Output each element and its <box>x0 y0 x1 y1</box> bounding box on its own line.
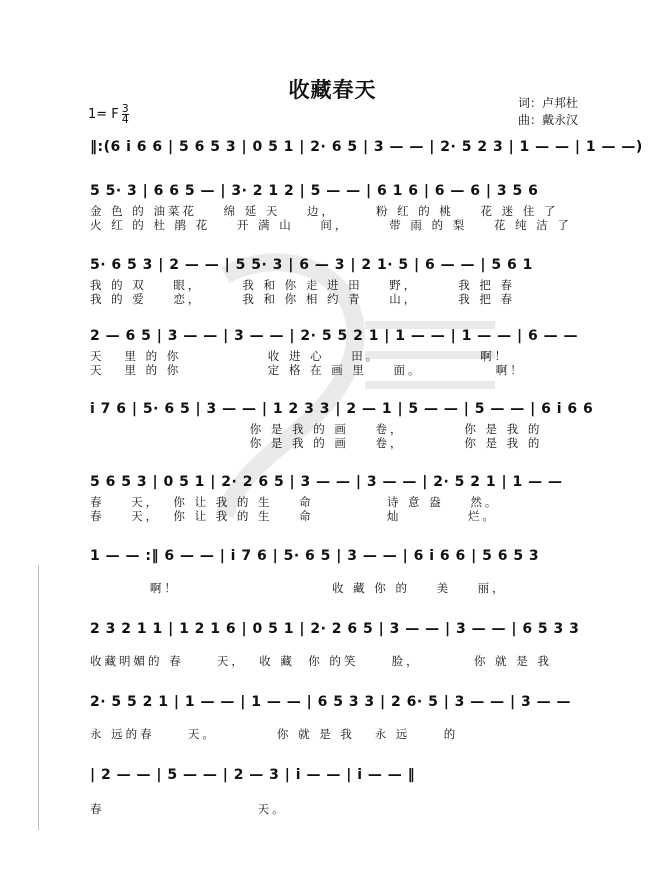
notes-text: 2 3 2 1 1 | 1 2 1 6 | 0 5 1 | 2· 2 6 5 | 3 — — | 3 — — | 6 5 3 3 <box>90 621 580 637</box>
lyric-line-2: 天 里 的 你 定 格 在 画 里 面。 啊！ <box>90 363 525 377</box>
notes-text: 1 — — :‖ 6 — — | i 7 6 | 5· 6 5 | 3 — — | 6 i 6 6 | 5 6 5 3 <box>90 548 540 564</box>
system-2 <box>90 182 582 232</box>
notes-text: 5 6 5 3 | 0 5 1 | 2· 2 6 5 | 3 — — | 3 — — | 2· 5 2 1 | 1 — — <box>90 474 563 490</box>
lyric-line-2: 火 红 的 杜 鹃 花 开 满 山 间， 带 雨 的 梨 花 纯 洁 了 <box>90 218 572 232</box>
lyric-line-1: 我 的 双 眼， 我 和 你 走 进 田 野， 我 把 春 <box>90 278 516 292</box>
system-4 <box>90 327 582 377</box>
time-top: 3 <box>121 102 129 115</box>
notes-line <box>90 182 582 204</box>
lyric-line-2: 春 天， 你 让 我 的 生 命 灿 烂。 <box>90 509 497 523</box>
notes-text: ‖:(6 i 6 6 | 5 6 5 3 | 0 5 1 | 2· 6 5 | 3 — — | 2· 5 2 3 | 1 — — | 1 — —) <box>90 139 643 155</box>
system-1 <box>90 138 643 160</box>
lyric-line-1: 啊！ 收 藏 你 的 美 丽， <box>90 581 507 595</box>
system-10 <box>90 766 582 816</box>
notes-line <box>90 693 582 715</box>
time-signature <box>122 104 129 125</box>
notes-text: | 2 — — | 5 — — | 2 — 3 | i — — | i — — ‖ <box>90 767 416 783</box>
system-7 <box>90 547 582 595</box>
notes-text: i 7 6 | 5· 6 5 | 3 — — | 1 2 3 3 | 2 — 1 | 5 — — | 5 — — | 6 i 6 6 <box>90 401 594 417</box>
lyric-line-1: 你 是 我 的 画 卷， 你 是 我 的 <box>90 422 543 436</box>
system-5 <box>90 400 594 450</box>
lyric-line-2: 我 的 爱 恋， 我 和 你 相 约 青 山， 我 把 春 <box>90 292 516 306</box>
notes-text: 2 — 6 5 | 3 — — | 3 — — | 2· 5 5 2 1 | 1 — — | 1 — — | 6 — — <box>90 328 578 344</box>
lyric-line-1: 金 色 的 油菜花 绵 延 天 边， 粉 红 的 桃 花 迷 住 了 <box>90 204 559 218</box>
margin-line <box>38 565 39 830</box>
composer: 曲：戴永汉 <box>518 113 579 127</box>
notes-line <box>90 400 594 422</box>
notes-line <box>90 256 582 278</box>
key-label: 1= F <box>88 107 119 122</box>
lyric-line-2: 你 是 我 的 画 卷， 你 是 我 的 <box>90 436 543 450</box>
key-signature <box>88 104 129 125</box>
notes-line <box>90 327 582 349</box>
notes-text: 5 5· 3 | 6 6 5 — | 3· 2 1 2 | 5 — — | 6 1 6 | 6 — 6 | 3 5 6 <box>90 183 539 199</box>
lyric-line-1: 天 里 的 你 收 进 心 田。 啊！ <box>90 349 510 363</box>
notes-line <box>90 766 582 788</box>
lyric-line-1: 春 天。 <box>90 802 287 816</box>
lyricist: 词：卢邦杜 <box>518 96 579 110</box>
lyric-line-1: 春 天， 你 让 我 的 生 命 诗 意 盎 然。 <box>90 495 500 509</box>
credits <box>518 95 578 129</box>
notes-text: 5· 6 5 3 | 2 — — | 5 5· 3 | 6 — 3 | 2 1· 5 | 6 — — | 5 6 1 <box>90 257 533 273</box>
system-6 <box>90 473 582 523</box>
lyric-line-1: 收藏明媚的 春 天， 收 藏 你 的笑 脸， 你 就 是 我 <box>90 654 552 668</box>
notes-line <box>90 473 582 495</box>
system-3 <box>90 256 582 306</box>
notes-line <box>90 620 582 642</box>
notes-text: 2· 5 5 2 1 | 1 — — | 1 — — | 6 5 3 3 | 2 6· 5 | 3 — — | 3 — — <box>90 694 572 710</box>
system-8 <box>90 620 582 668</box>
notes-line <box>90 547 582 569</box>
notes-line <box>90 138 643 160</box>
song-title: 收藏春天 <box>288 78 377 102</box>
system-9 <box>90 693 582 741</box>
lyric-line-1: 永 远的春 天。 你 就 是 我 永 远 的 <box>90 727 459 741</box>
time-bottom: 4 <box>121 113 129 126</box>
